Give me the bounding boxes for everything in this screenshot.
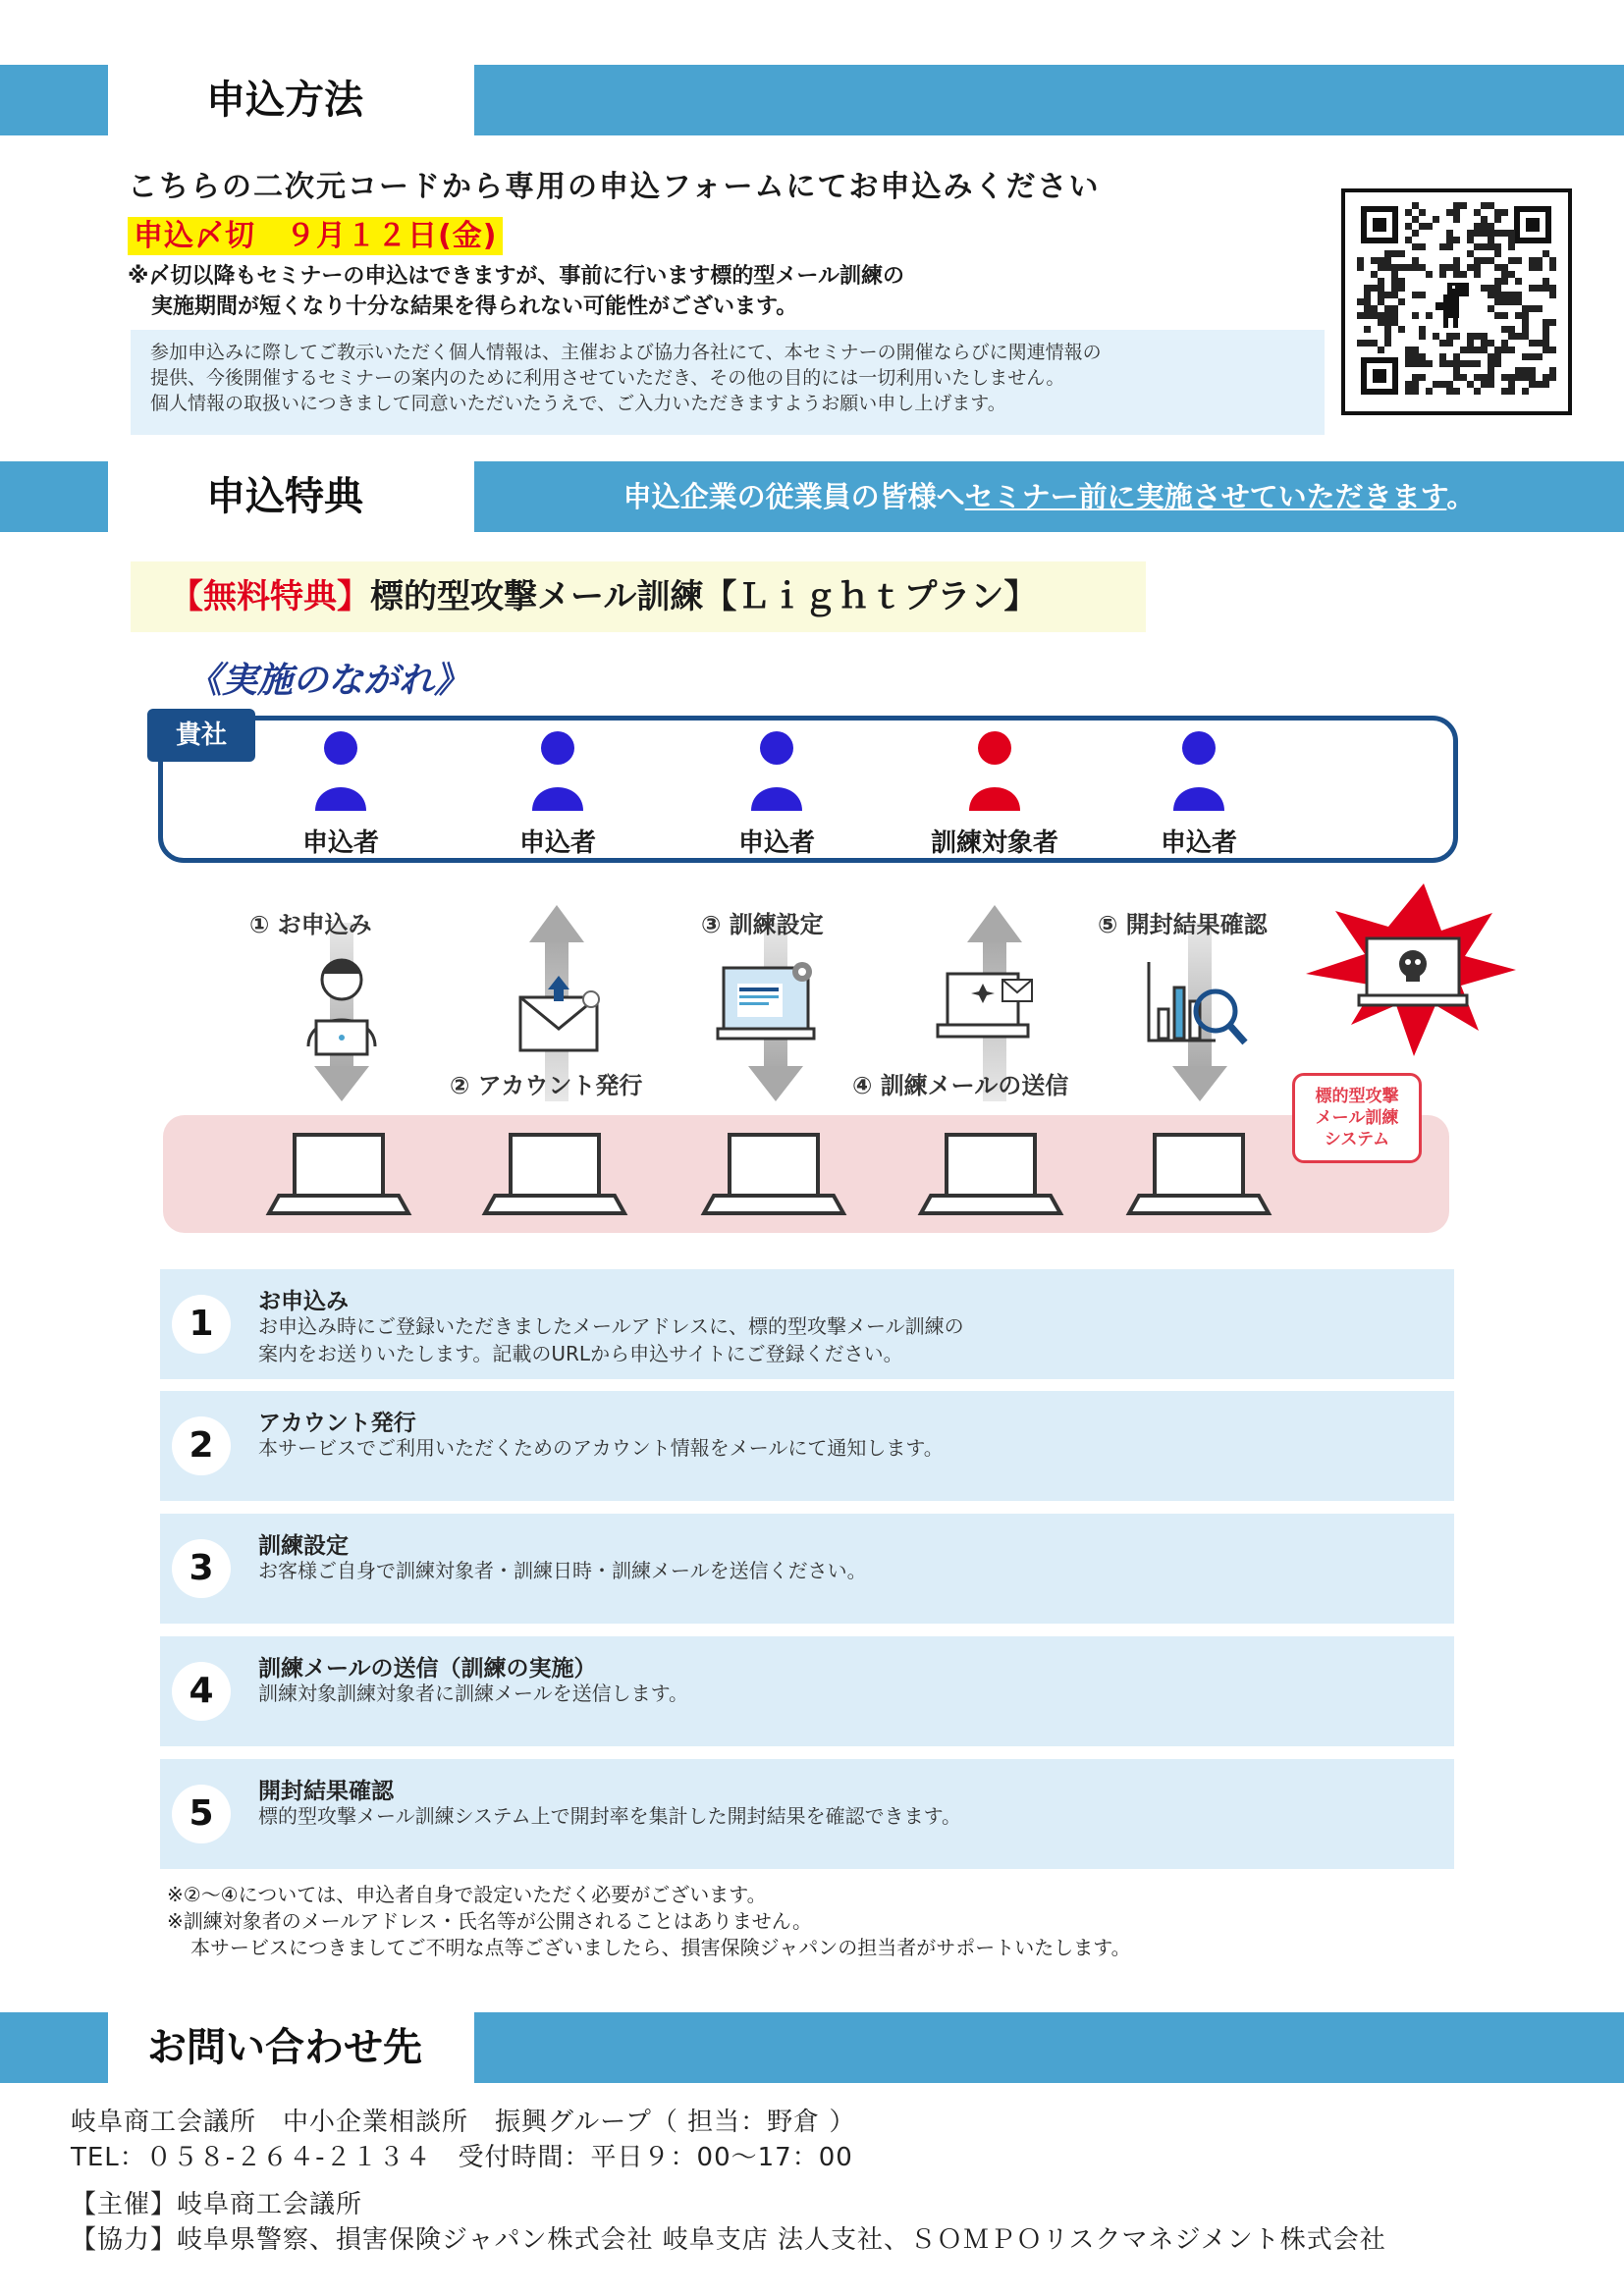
- step-desc: 標的型攻撃メール訓練システム上で開封率を集計した開封結果を確認できます。: [258, 1804, 961, 1828]
- system-badge-line-1: 標的型攻撃: [1315, 1087, 1399, 1106]
- organizer: 【主催】岐阜商工会議所: [71, 2190, 363, 2219]
- step-title: アカウント発行: [258, 1411, 416, 1436]
- person-icon: [528, 728, 587, 811]
- banner-text-end: 。: [1446, 480, 1476, 513]
- step-number: 5: [172, 1785, 231, 1843]
- banner-text-underlined: セミナー前に実施させていただきます: [964, 480, 1447, 513]
- person-applicant-2: [474, 728, 641, 859]
- flow-label-4: ④ 訓練メールの送信: [852, 1072, 1069, 1099]
- foot-note-1: ※②～④については、申込者自身で設定いただく必要がございます。: [167, 1883, 767, 1906]
- person-label: 申込者: [518, 828, 596, 858]
- person-icon: [965, 728, 1024, 811]
- step-row-4: [160, 1636, 1454, 1746]
- envelope-upload-icon: [520, 976, 599, 1050]
- flow-label-2: ② アカウント発行: [450, 1072, 643, 1099]
- laptop-mail-icon: [938, 974, 1032, 1037]
- contact-office: 岐阜商工会議所 中小企業相談所 振興グループ（ 担当：野倉 ）: [71, 2108, 856, 2137]
- step-title: 訓練メールの送信（訓練の実施）: [258, 1656, 597, 1682]
- banner-text-plain: 申込企業の従業員の皆様へ: [623, 480, 965, 513]
- flow-label-3: ③ 訓練設定: [701, 911, 824, 938]
- step-desc: 訓練対象訓練対象者に訓練メールを送信します。: [258, 1682, 688, 1705]
- step-row-1: [160, 1269, 1454, 1379]
- flow-label-1: ① お申込み: [249, 911, 372, 938]
- step-number: 1: [172, 1295, 231, 1354]
- step-title: 訓練設定: [258, 1533, 349, 1559]
- person-applicant-4: [1115, 728, 1282, 859]
- deadline-note-1: ※〆切以降もセミナーの申込はできますが、事前に行います標的型メール訓練の: [128, 264, 904, 289]
- privacy-line-1: 参加申込みに際してご教示いただく個人情報は、主催および協力各社にて、本セミナーの開催ならびに関連情報の: [150, 342, 1102, 363]
- person-label: 申込者: [301, 828, 379, 858]
- system-badge: [1292, 1073, 1422, 1163]
- step-title: お申込み: [258, 1289, 349, 1314]
- section-title-benefit: 申込特典: [206, 474, 363, 519]
- foot-note-2: ※訓練対象者のメールアドレス・氏名等が公開されることはありません。: [167, 1909, 812, 1933]
- section-header-apply: [0, 65, 1624, 135]
- laptop-icons: [269, 1135, 1269, 1213]
- step-number: 3: [172, 1539, 231, 1598]
- apply-lead: こちらの二次元コードから専用の申込フォームにてお申込みください: [128, 170, 1101, 204]
- step-row-3: [160, 1514, 1454, 1624]
- company-tag: 貴社: [147, 709, 255, 762]
- step-desc-line-2: 案内をお送りいたします。記載のURLから申込サイトにご登録ください。: [258, 1342, 903, 1365]
- benefit-title-box: [131, 561, 1146, 632]
- person-label: 申込者: [737, 828, 815, 858]
- benefit-tag: 【無料特典】: [170, 577, 370, 616]
- foot-notes: [167, 1882, 1131, 1961]
- person-applicant-1: [257, 728, 424, 859]
- privacy-notice: [131, 330, 1325, 435]
- person-label: 訓練対象者: [930, 828, 1058, 858]
- system-badge-line-2: メール訓練: [1315, 1108, 1399, 1128]
- section-title-contact: お問い合わせ先: [147, 2025, 422, 2070]
- flow-diagram: [0, 883, 1624, 1256]
- privacy-line-2: 提供、今後開催するセミナーの案内のために利用させていただき、その他の目的には一切利用いたしません。: [150, 367, 1065, 389]
- step-number: 2: [172, 1416, 231, 1475]
- person-icon: [747, 728, 806, 811]
- section-title-apply: 申込方法: [206, 78, 363, 123]
- person-applicant-3: [693, 728, 860, 859]
- arrow-down-1: [314, 923, 369, 1101]
- contact-tel: TEL：０５８-２６４-２１３４ 受付時間：平日９：00～17：00: [71, 2143, 853, 2172]
- flow-title: 《実施のながれ》: [187, 661, 470, 701]
- deadline-badge: 申込〆切 ９月１２日(金): [128, 217, 503, 255]
- step-desc: お客様ご自身で訓練対象者・訓練日時・訓練メールを送信ください。: [258, 1559, 867, 1582]
- step-row-2: [160, 1391, 1454, 1501]
- person-trainee: [911, 728, 1078, 859]
- section-header-contact: [0, 2012, 1624, 2083]
- step-desc: [258, 1312, 1417, 1367]
- person-label: 申込者: [1160, 828, 1237, 858]
- person-icon: [311, 728, 370, 811]
- benefit-name: 標的型攻撃メール訓練【Ｌｉｇｈｔプラン】: [370, 577, 1038, 616]
- privacy-line-3: 個人情報の取扱いにつきまして同意いただいたうえで、ご入力いただきますようお願い申し上げます。: [150, 393, 1006, 414]
- foot-note-3: 本サービスにつきましてご不明な点等ございましたら、損害保険ジャパンの担当者がサポートいたします。: [190, 1936, 1131, 1959]
- person-icon: [1169, 728, 1228, 811]
- step-desc: 本サービスでご利用いただくためのアカウント情報をメールにて通知します。: [258, 1436, 944, 1460]
- qr-code-icon[interactable]: [1341, 188, 1572, 415]
- step-desc-line-1: お申込み時にご登録いただきましたメールアドレスに、標的型攻撃メール訓練の: [258, 1314, 964, 1338]
- attack-burst-icon: [1306, 883, 1516, 1056]
- benefit-banner: [474, 461, 1624, 532]
- step-row-5: [160, 1759, 1454, 1869]
- contact-block: [71, 2105, 1386, 2258]
- section-header-benefit: [0, 461, 1624, 532]
- deadline-note-2: 実施期間が短くなり十分な結果を得られない可能性がございます。: [151, 294, 798, 319]
- step-title: 開封結果確認: [258, 1779, 394, 1804]
- system-badge-line-3: システム: [1324, 1130, 1390, 1149]
- flow-label-5: ⑤ 開封結果確認: [1098, 911, 1268, 938]
- step-number: 4: [172, 1662, 231, 1721]
- cooperation: 【協力】岐阜県警察、損害保険ジャパン株式会社 岐阜支店 法人支社、ＳＯＭＰＯリスクマネジメント株式会社: [71, 2225, 1386, 2255]
- monitor-settings-icon: [718, 962, 814, 1039]
